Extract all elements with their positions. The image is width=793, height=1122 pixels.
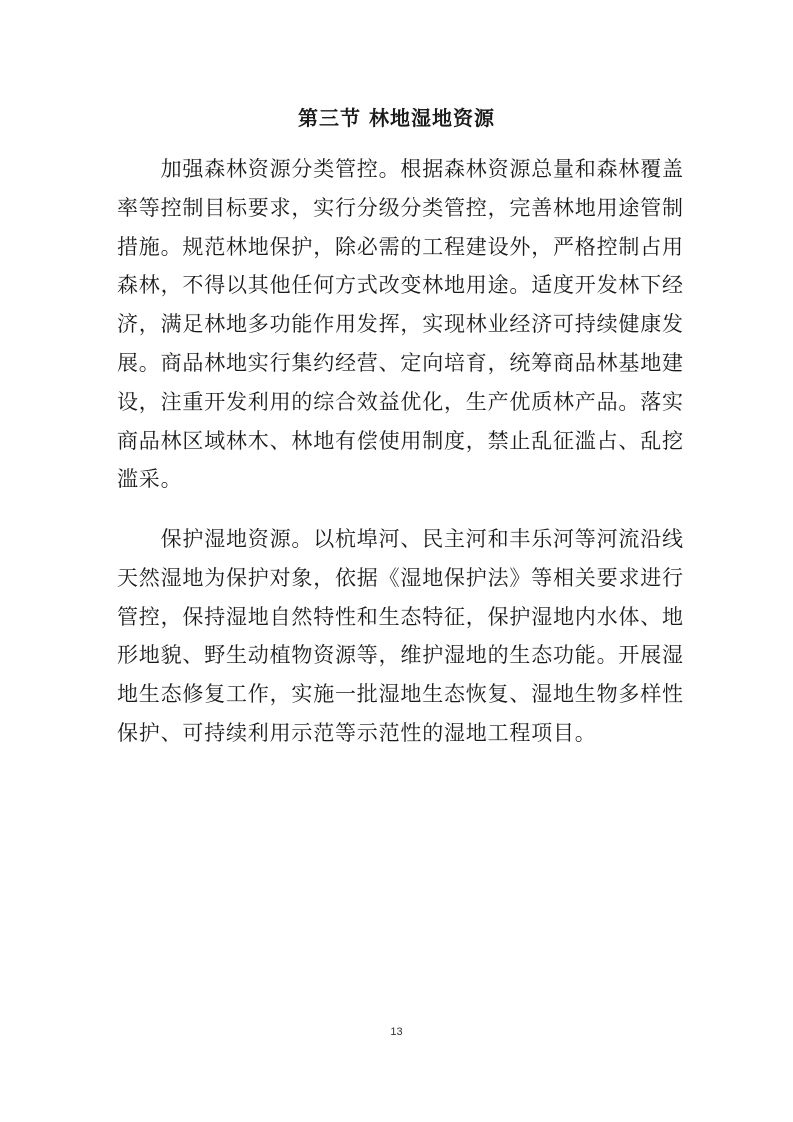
paragraph-line: 率等控制目标要求，实行分级分类管控，完善林地用途管制 xyxy=(117,195,684,220)
paragraph-line: 滥采。 xyxy=(117,467,183,492)
paragraph-line: 形地貌、野生动植物资源等，维护湿地的生态功能。开展湿 xyxy=(117,643,684,668)
paragraph-line: 保护湿地资源。以杭埠河、民主河和丰乐河等河流沿线 xyxy=(117,527,684,551)
paragraph-line: 森林，不得以其他任何方式改变林地用途。适度开发林下经 xyxy=(117,273,684,298)
section-title: 第三节 林地湿地资源 xyxy=(298,106,495,130)
paragraph-wetland-resources xyxy=(117,520,684,753)
paragraph-line: 设，注重开发利用的综合效益优化，生产优质林产品。落实 xyxy=(117,389,684,414)
paragraph-line: 济，满足林地多功能作用发挥，实现林业经济可持续健康发 xyxy=(117,312,684,337)
paragraph-forest-resources xyxy=(117,150,684,499)
paragraph-line: 天然湿地为保护对象，依据《湿地保护法》等相关要求进行 xyxy=(117,565,684,590)
paragraph-line: 管控，保持湿地自然特性和生态特征，保护湿地内水体、地 xyxy=(117,604,684,629)
paragraph-line: 商品林区域林木、林地有偿使用制度，禁止乱征滥占、乱挖 xyxy=(117,428,684,453)
paragraph-line: 加强森林资源分类管控。根据森林资源总量和森林覆盖 xyxy=(117,157,684,181)
paragraph-line: 保护、可持续利用示范等示范性的湿地工程项目。 xyxy=(117,720,597,745)
page-number: 13 xyxy=(390,1026,403,1038)
paragraph-line: 展。商品林地实行集约经营、定向培育，统筹商品林基地建 xyxy=(117,350,684,375)
paragraph-line: 地生态修复工作，实施一批湿地生态恢复、湿地生物多样性 xyxy=(117,682,684,707)
paragraph-line: 措施。规范林地保护，除必需的工程建设外，严格控制占用 xyxy=(117,234,684,259)
